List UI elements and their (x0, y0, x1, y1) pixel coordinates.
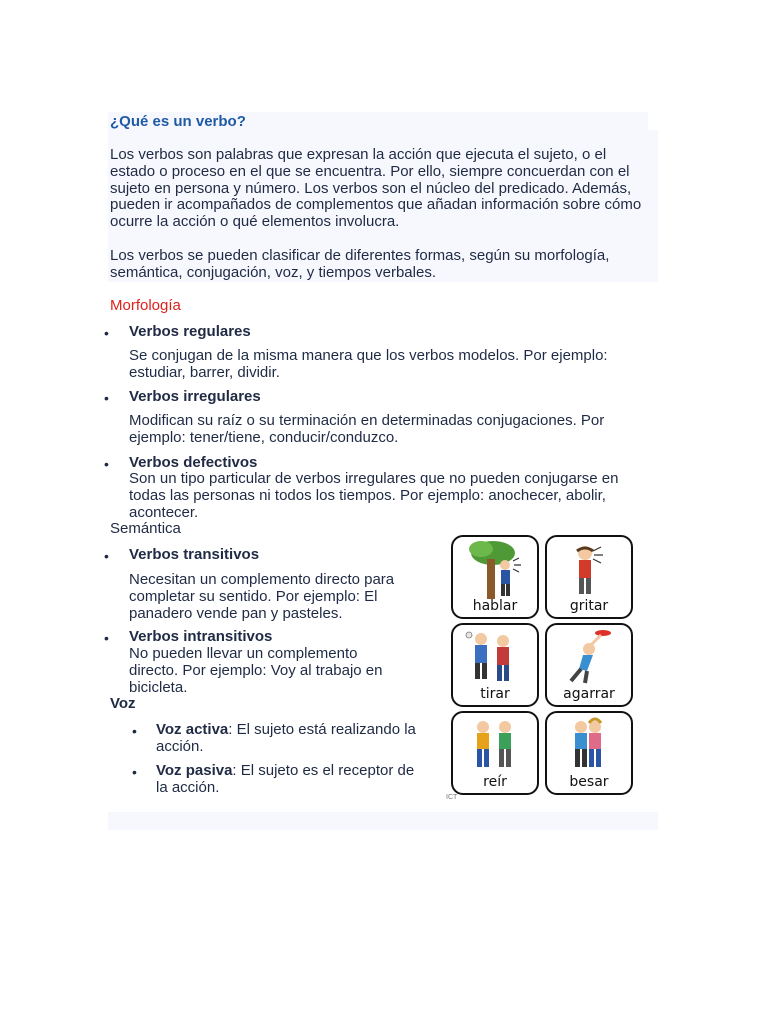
verb-card-besar (545, 711, 633, 795)
desc-line: completar su sentido. Por ejemplo: El (129, 588, 378, 605)
desc-line: la acción. (156, 779, 220, 796)
text-line: pueden ir acompañados de complementos que añadan información sobre cómo (110, 196, 642, 214)
term-voz-pasiva: Voz pasiva (156, 762, 233, 779)
desc-line: todas las personas ni todos los tiempos. Por ejemplo: anochecer, abolir, (129, 487, 606, 504)
text-line: Los verbos son palabras que expresan la acción que ejecuta el sujeto, o el (110, 146, 607, 163)
term-verbos-irregulares: Verbos irregulares (129, 388, 261, 405)
catching-frisbee-icon (547, 625, 631, 689)
bullet: • (104, 630, 109, 646)
intro-paragraph-2 (110, 248, 609, 282)
desc-line: bicicleta. (129, 679, 188, 696)
desc-line: No pueden llevar un complemento (129, 645, 358, 662)
footer-panel (108, 812, 658, 830)
bullet: • (104, 548, 109, 564)
desc-line: ejemplo: tener/tiene, conducir/conduzco. (129, 429, 399, 446)
card-word: reír (483, 774, 507, 790)
verb-card-gritar (545, 535, 633, 619)
bullet: • (104, 390, 109, 406)
desc-line: Son un tipo particular de verbos irregulares que no pueden conjugarse en (129, 470, 619, 487)
verb-card-agarrar (545, 623, 633, 707)
term-verbos-transitivos: Verbos transitivos (129, 546, 260, 563)
voz-pasiva-line (156, 763, 414, 780)
verb-card-hablar (451, 535, 539, 619)
text-line: sujeto en persona y número. Los verbos son el núcleo del predicado. Además, (110, 179, 632, 197)
card-word: agarrar (563, 686, 615, 702)
desc-line: acontecer. (129, 504, 199, 521)
laughing-kids-icon (453, 713, 537, 777)
intro-paragraph-1 (110, 147, 641, 231)
text-line: ocurre la acción o qué elementos involucra. (110, 213, 400, 231)
desc-line: Modifican su raíz o su terminación en determinadas conjugaciones. Por (129, 412, 605, 429)
bullet: • (132, 764, 137, 780)
tree-person-icon (453, 537, 537, 601)
card-word: hablar (472, 598, 518, 614)
text-line: Los verbos se pueden clasificar de diferentes formas, según su morfología, (110, 247, 610, 264)
card-word: tirar (480, 686, 510, 702)
text-line: semántica, conjugación, voz, y tiempos verbales. (110, 263, 436, 281)
bullet: • (104, 456, 109, 472)
term-verbos-intransitivos: Verbos intransitivos (129, 628, 273, 645)
section-label-morfologia: Morfología (110, 297, 181, 314)
term-verbos-regulares: Verbos regulares (129, 323, 251, 340)
term-verbos-defectivos: Verbos defectivos (129, 454, 258, 471)
page-title: ¿Qué es un verbo? (110, 113, 246, 130)
image-credit: ICT (446, 794, 458, 801)
card-word: gritar (569, 598, 609, 614)
voz-activa-line (156, 722, 416, 739)
text-line: estado o proceso en el que se encuentra. Por ello, siempre concuerdan con el (110, 162, 630, 180)
voz-pasiva-desc: : El sujeto es el receptor de (232, 762, 415, 779)
kissing-kids-icon (547, 713, 631, 777)
verb-card-tirar (451, 623, 539, 707)
desc-line: estudiar, barrer, dividir. (129, 364, 280, 381)
section-label-voz: Voz (110, 695, 136, 712)
shouting-person-icon (547, 537, 631, 601)
throwing-people-icon (453, 625, 537, 689)
voz-activa-desc: : El sujeto está realizando la (228, 721, 416, 738)
desc-line: directo. Por ejemplo: Voy al trabajo en (129, 662, 383, 679)
desc-line: Se conjugan de la misma manera que los verbos modelos. Por ejemplo: (129, 347, 608, 364)
desc-line: acción. (156, 738, 204, 755)
desc-line: panadero vende pan y pasteles. (129, 605, 343, 622)
card-word: besar (569, 774, 609, 790)
bullet: • (104, 325, 109, 341)
desc-line: Necesitan un complemento directo para (129, 571, 395, 588)
verb-card-reir (451, 711, 539, 795)
section-label-semantica: Semántica (110, 520, 181, 537)
bullet: • (132, 723, 137, 739)
term-voz-activa: Voz activa (156, 721, 229, 738)
